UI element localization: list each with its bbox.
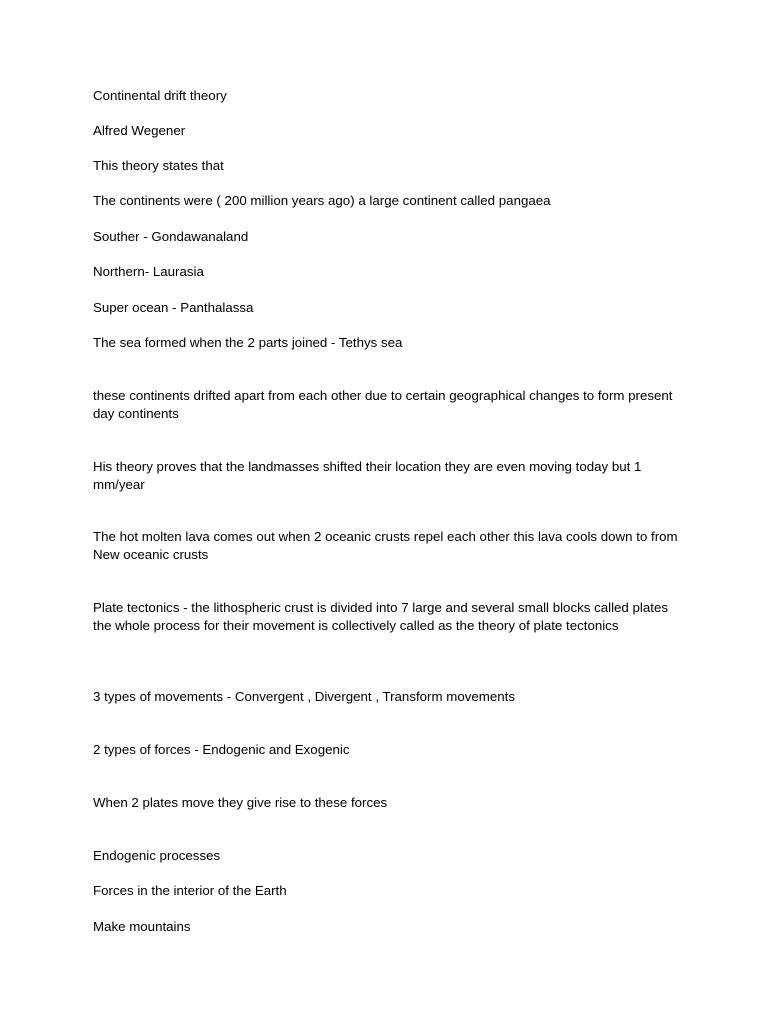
paragraph: The sea formed when the 2 parts joined - Tethys sea	[93, 335, 403, 350]
paragraph: Souther - Gondawanaland	[93, 229, 249, 244]
paragraph: His theory proves that the landmasses shifted their location they are even moving today but 1 mm/year	[93, 459, 642, 492]
paragraph: Make mountains	[93, 919, 191, 934]
paragraph: The continents were ( 200 million years ago) a large continent called pangaea	[93, 193, 551, 208]
author-line: Alfred Wegener	[93, 123, 186, 138]
paragraph: Endogenic processes	[93, 848, 221, 863]
paragraph: 2 types of forces - Endogenic and Exogenic	[93, 742, 350, 757]
document-title: Continental drift theory	[93, 88, 227, 103]
paragraph: Forces in the interior of the Earth	[93, 883, 287, 898]
paragraph: When 2 plates move they give rise to these forces	[93, 795, 388, 810]
paragraph: Northern- Laurasia	[93, 264, 204, 279]
paragraph: The hot molten lava comes out when 2 oceanic crusts repel each other this lava cools down to from New oceanic crusts	[93, 529, 678, 562]
paragraph: This theory states that	[93, 158, 224, 173]
paragraph: 3 types of movements - Convergent , Divergent , Transform movements	[93, 689, 515, 704]
paragraph: Super ocean - Panthalassa	[93, 300, 254, 315]
paragraph: Plate tectonics - the lithospheric crust is divided into 7 large and several small blocks called plates the whole process for their movement is collectively called as the theory of plate tectonics	[93, 600, 669, 633]
paragraph: these continents drifted apart from each other due to certain geographical changes to form present day continents	[93, 388, 673, 421]
